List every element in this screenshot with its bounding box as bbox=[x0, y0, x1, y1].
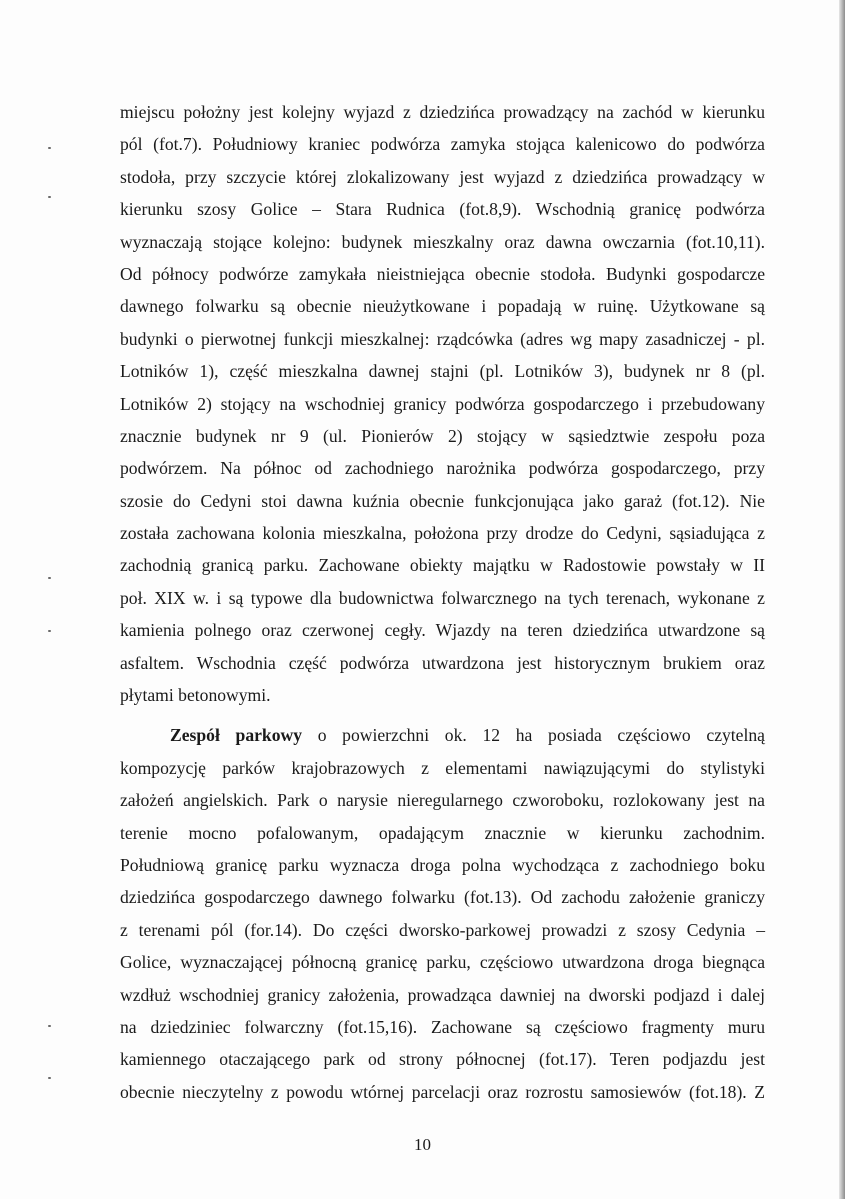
text-line: Od północy podwórze zamykała nieistniejąca obecnie stodoła. Budynki gospodarcze bbox=[120, 263, 765, 284]
text-line: kamiennego otaczającego park od strony północnej (fot.17). Teren podjazdu jest bbox=[120, 1049, 765, 1070]
text-line: została zachowana kolonia mieszkalna, położona przy drodze do Cedyni, sąsiadująca z bbox=[120, 523, 765, 544]
text-line: Lotników 2) stojący na wschodniej granicy podwórza gospodarczego i przebudowany bbox=[120, 393, 765, 414]
scan-speck bbox=[48, 1077, 51, 1079]
text-line: podwórzem. Na północ od zachodniego narożnika podwórza gospodarczego, przy bbox=[120, 458, 765, 479]
scan-speck bbox=[48, 147, 51, 149]
section-lead-bold: Zespół parkowy bbox=[170, 725, 303, 746]
text-line: dawnego folwarku są obecnie nieużytkowane i popadają w ruinę. Użytkowane są bbox=[120, 296, 765, 317]
text-line: kompozycję parków krajobrazowych z elementami nawiązującymi do stylistyki bbox=[120, 757, 765, 778]
text-line: płytami betonowymi. bbox=[120, 685, 271, 706]
text-line: stodoła, przy szczycie której zlokalizowany jest wyjazd z dziedzińca prowadzący w bbox=[120, 166, 765, 187]
text-line: założeń angielskich. Park o narysie nieregularnego czworoboku, rozlokowany jest na bbox=[120, 790, 765, 811]
text-line: budynki o pierwotnej funkcji mieszkalnej: rządcówka (adres wg mapy zasadniczej - pl. bbox=[120, 328, 765, 349]
scan-speck bbox=[48, 577, 51, 579]
text-line: znacznie budynek nr 9 (ul. Pionierów 2) stojący w sąsiedztwie zespołu poza bbox=[120, 425, 765, 446]
page-edge-shadow bbox=[839, 0, 845, 1199]
text-line: zachodnią granicą parku. Zachowane obiekty majątku w Radostowie powstały w II bbox=[120, 555, 765, 576]
text-line-rest: o powierzchni ok. 12 ha posiada częściowo czytelną bbox=[302, 725, 765, 746]
text-line: na dziedziniec folwarczny (fot.15,16). Zachowane są częściowo fragmenty muru bbox=[120, 1016, 765, 1037]
text-line: Lotników 1), część mieszkalna dawnej stajni (pl. Lotników 3), budynek nr 8 (pl. bbox=[120, 361, 765, 382]
text-line: pól (fot.7). Południowy kraniec podwórza zamyka stojąca kalenicowo do podwórza bbox=[120, 134, 765, 155]
text-line: dziedzińca gospodarczego dawnego folwarku (fot.13). Od zachodu założenie graniczy bbox=[120, 887, 765, 908]
text-line: kierunku szosy Golice – Stara Rudnica (fot.8,9). Wschodnią granicę podwórza bbox=[120, 199, 765, 220]
page-number: 10 bbox=[414, 1135, 431, 1154]
text-line: poł. XIX w. i są typowe dla budownictwa folwarcznego na tych terenach, wykonane z bbox=[120, 587, 765, 608]
text-line: terenie mocno pofalowanym, opadającym znacznie w kierunku zachodnim. bbox=[120, 822, 765, 843]
text-line: szosie do Cedyni stoi dawna kuźnia obecnie funkcjonująca jako garaż (fot.12). Nie bbox=[120, 490, 765, 511]
scan-speck bbox=[48, 630, 51, 632]
paragraph-folwark bbox=[120, 96, 765, 711]
text-line: obecnie nieczytelny z powodu wtórnej parcelacji oraz rozrostu samosiewów (fot.18). Z bbox=[120, 1081, 765, 1102]
scan-speck bbox=[48, 1025, 51, 1027]
text-line: wyznaczają stojące kolejno: budynek mieszkalny oraz dawna owczarnia (fot.10,11). bbox=[120, 231, 765, 252]
text-line: Południową granicę parku wyznacza droga polna wychodząca z zachodniego boku bbox=[120, 854, 765, 875]
text-line: asfaltem. Wschodnia część podwórza utwardzona jest historycznym brukiem oraz bbox=[120, 652, 765, 673]
body-text bbox=[120, 96, 765, 1108]
text-line: z terenami pól (for.14). Do części dworsko-parkowej prowadzi z szosy Cedynia – bbox=[120, 919, 765, 940]
text-line: Golice, wyznaczającej północną granicę parku, częściowo utwardzona droga biegnąca bbox=[120, 952, 765, 973]
text-line: kamienia polnego oraz czerwonej cegły. Wjazdy na teren dziedzińca utwardzone są bbox=[120, 620, 765, 641]
text-line: miejscu położny jest kolejny wyjazd z dziedzińca prowadzący na zachód w kierunku bbox=[120, 102, 765, 122]
paragraph-park bbox=[120, 719, 765, 1108]
scan-speck bbox=[48, 196, 51, 198]
text-line-first bbox=[120, 719, 765, 751]
text-line: wzdłuż wschodniej granicy założenia, prowadząca dawniej na dworski podjazd i dalej bbox=[120, 984, 765, 1005]
